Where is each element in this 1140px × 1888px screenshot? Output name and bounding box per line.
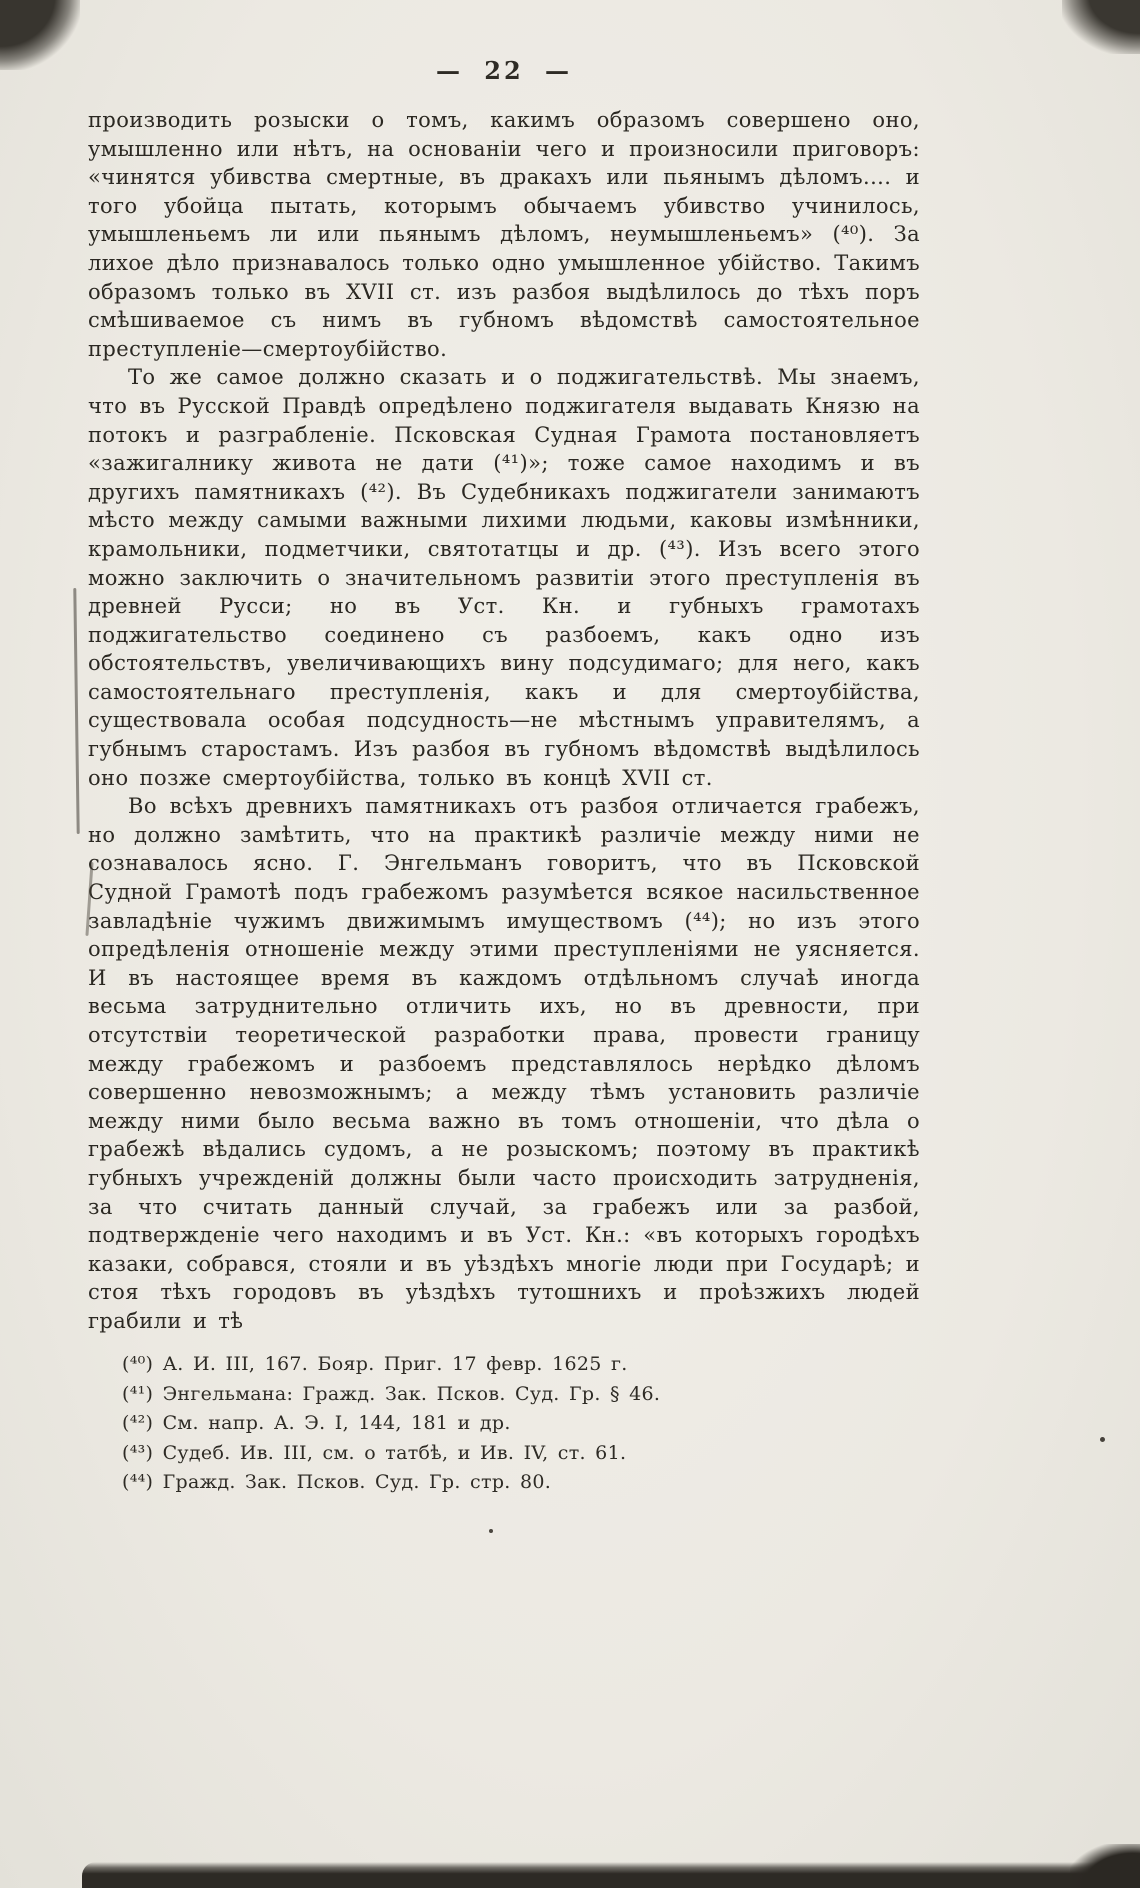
page-number: — 22 — xyxy=(435,56,573,85)
body-text xyxy=(88,106,920,1336)
scan-stain-top-left xyxy=(0,0,80,70)
paragraph-2: То же самое должно сказать и о поджигательствѣ. Мы знаемъ, что въ Русской Правдѣ опредѣлено поджигателя выдавать Князю на потокъ и разграбленіе. Псковская Судная Грамота постановляетъ «зажигалнику живота не дати (⁴¹)»; тоже самое находимъ и въ другихъ памятникахъ (⁴²). Въ Судебникахъ поджигатели занимаютъ мѣсто между самыми важными лихими людьми, каковы измѣнники, крамольники, подметчики, святотатцы и др. (⁴³). Изъ всего этого можно заключить о значительномъ развитіи этого преступленія въ древней Русси; но въ Уст. Кн. и губныхъ грамотахъ поджигательство соединено съ разбоемъ, какъ одно изъ обстоятельствъ, увеличивающихъ вину подсудимаго; для него, какъ самостоятельнаго преступленія, какъ и для смертоубійства, существовала особая подсудность—не мѣстнымъ управителямъ, а губнымъ старостамъ. Изъ разбоя въ губномъ вѣдомствѣ выдѣлилось оно позже смертоубійства, только въ концѣ XVII ст. xyxy=(88,365,920,790)
scan-stain-top-right xyxy=(1062,0,1140,54)
scan-stain-bottom-right xyxy=(1070,1844,1140,1888)
footnote-40: (⁴⁰) А. И. III, 167. Бояр. Приг. 17 февр. 1625 г. xyxy=(122,1353,628,1375)
footnote-41: (⁴¹) Энгельмана: Гражд. Зак. Псков. Суд. Гр. § 46. xyxy=(122,1382,661,1405)
ink-speck-right xyxy=(1100,1437,1105,1442)
paragraph-3: Во всѣхъ древнихъ памятникахъ отъ разбоя отличается грабежъ, но должно замѣтить, что на практикѣ различіе между ними не сознавалось ясно. Г. Энгельманъ говоритъ, что въ Псковской Судной Грамотѣ подъ грабежомъ разумѣется всякое насильственное завладѣніе чужимъ движимымъ имуществомъ (⁴⁴); но изъ этого опредѣленія отношеніе между этими преступленіями не уясняется. И въ настоящее время въ каждомъ отдѣльномъ случаѣ иногда весьма затруднительно отличить ихъ, но въ древности, при отсутствіи теоретической разработки права, провести границу между грабежомъ и разбоемъ представлялось нерѣдко дѣломъ совершенно невозможнымъ; а между тѣмъ установить различіе между ними было весьма важно въ томъ отношеніи, что дѣла о грабежѣ вѣдались судомъ, а не розыскомъ; поэтому въ практикѣ губныхъ учрежденій должны были часто происходить затрудненія, за что считать данный случай, за грабежъ или за разбой, подтвержденіе чего находимъ и въ Уст. Кн.: «въ которыхъ городѣхъ казаки, собрався, стояли и въ уѣздѣхъ многіе люди при Государѣ; и стоя тѣхъ городовъ въ уѣздѣхъ тутошнихъ и проѣзжихъ людей грабили и тѣ xyxy=(88,794,920,1333)
scan-stain-bottom-band xyxy=(82,1862,1140,1888)
footnotes-block xyxy=(122,1350,912,1498)
footnote-42: (⁴²) См. напр. А. Э. I, 144, 181 и др. xyxy=(122,1412,511,1435)
footnote-43: (⁴³) Судеб. Ив. III, см. о татбѣ, и Ив. IV, ст. 61. xyxy=(122,1441,627,1464)
footnote-44: (⁴⁴) Гражд. Зак. Псков. Суд. Гр. стр. 80. xyxy=(122,1471,552,1494)
margin-pencil-mark-long xyxy=(73,588,79,834)
paragraph-1: производить розыски о томъ, какимъ образомъ совершено оно, умышленно или нѣтъ, на основаніи чего и произносили приговоръ: «чинятся убивства смертные, въ дракахъ или пьянымъ дѣломъ.... и того убойца пытать, которымъ обычаемъ убивство учинилось, умышленьемъ ли или пьянымъ дѣломъ, неумышленьемъ» (⁴⁰). За лихое дѣло признавалось только одно умышленное убійство. Такимъ образомъ только въ XVII ст. изъ разбоя выдѣлилось до тѣхъ поръ смѣшиваемое съ нимъ въ губномъ вѣдомствѣ самостоятельное преступленіе—смертоубійство. xyxy=(88,108,920,361)
ink-speck-bottom xyxy=(489,1529,493,1533)
